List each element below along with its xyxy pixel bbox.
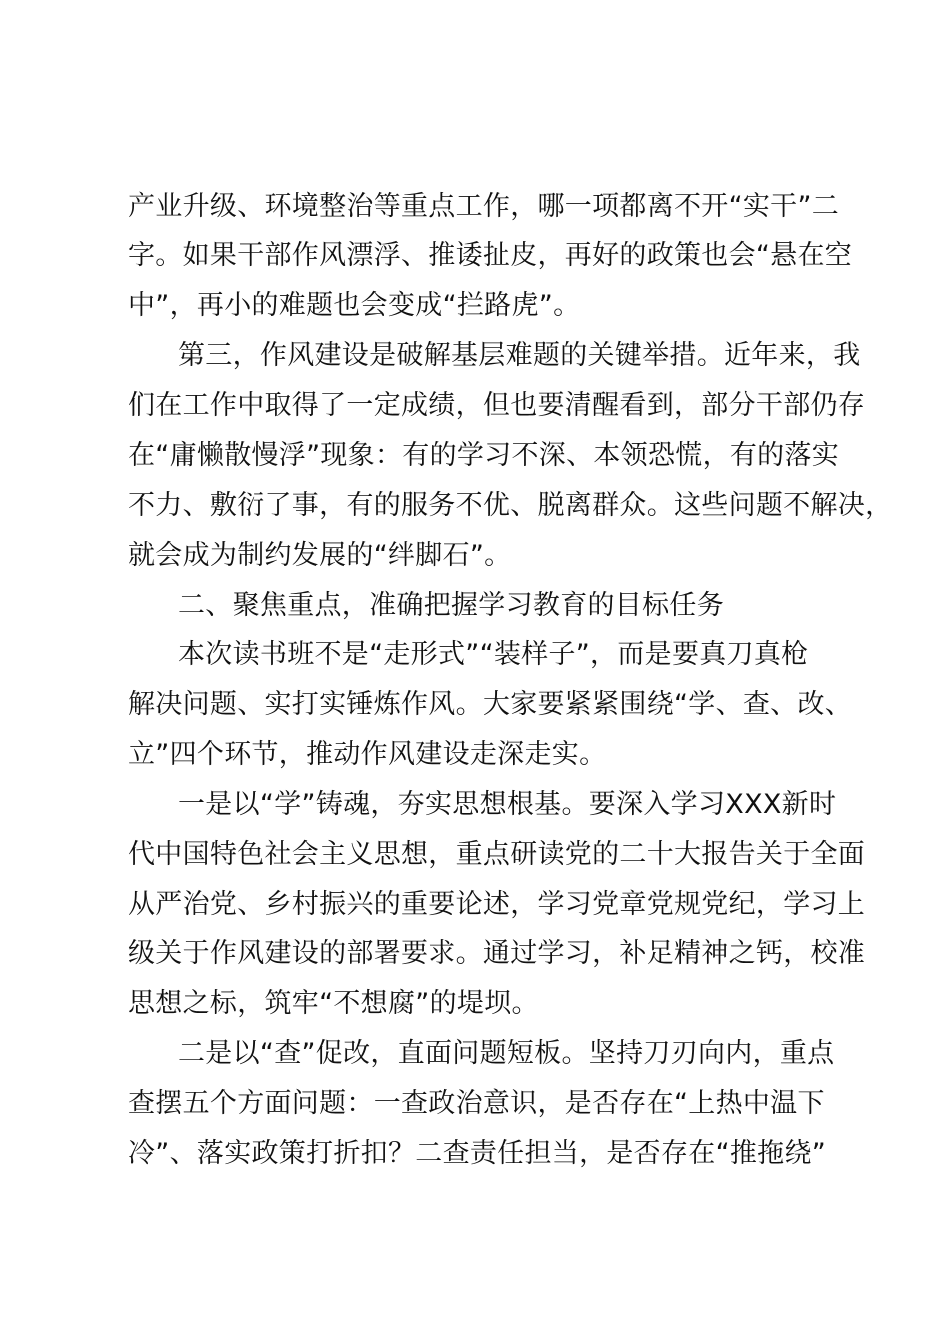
text-line: 查摆五个方面问题：一查政治意识，是否存在“上热中温下 — [128, 1088, 825, 1119]
section-heading: 二、聚焦重点，准确把握学习教育的目标任务 — [178, 590, 724, 621]
text-line: 冷”、落实政策打折扣？二查责任担当，是否存在“推拖绕” — [128, 1138, 827, 1169]
text-line: 从严治党、乡村振兴的重要论述，学习党章党规党纪，学习上 — [128, 889, 866, 920]
text-line: 不力、敷衍了事，有的服务不优、脱离群众。这些问题不解决， — [128, 490, 893, 521]
text-line: 在“庸懒散慢浮”现象：有的学习不深、本领恐慌，有的落实 — [128, 440, 840, 471]
text-line: 们在工作中取得了一定成绩，但也要清醒看到，部分干部仍存 — [128, 390, 866, 421]
paragraph-first-line: 本次读书班不是“走形式”“装样子”，而是要真刀真枪 — [178, 639, 809, 670]
text-line: 产业升级、环境整治等重点工作，哪一项都离不开“实干”二 — [128, 191, 840, 222]
text-line: 代中国特色社会主义思想，重点研读党的二十大报告关于全面 — [128, 839, 866, 870]
paragraph-first-line: 第三，作风建设是破解基层难题的关键举措。近年来，我 — [178, 340, 861, 371]
text-line: 解决问题、实打实锤炼作风。大家要紧紧围绕“学、查、改、 — [128, 689, 853, 720]
text-line: 思想之标，筑牢“不想腐”的堤坝。 — [128, 988, 539, 1019]
paragraph-first-line: 二是以“查”促改，直面问题短板。坚持刀刃向内，重点 — [178, 1038, 835, 1069]
text-line: 立”四个环节，推动作风建设走深走实。 — [128, 739, 607, 770]
text-line: 字。如果干部作风漂浮、推诿扯皮，再好的政策也会“悬在空 — [128, 240, 853, 271]
text-line: 中”，再小的难题也会变成“拦路虎”。 — [128, 290, 581, 321]
text-line: 级关于作风建设的部署要求。通过学习，补足精神之钙，校准 — [128, 938, 866, 969]
text-line: 就会成为制约发展的“绊脚石”。 — [128, 540, 512, 571]
paragraph-first-line: 一是以“学”铸魂，夯实思想根基。要深入学习XXX新时 — [178, 789, 837, 820]
